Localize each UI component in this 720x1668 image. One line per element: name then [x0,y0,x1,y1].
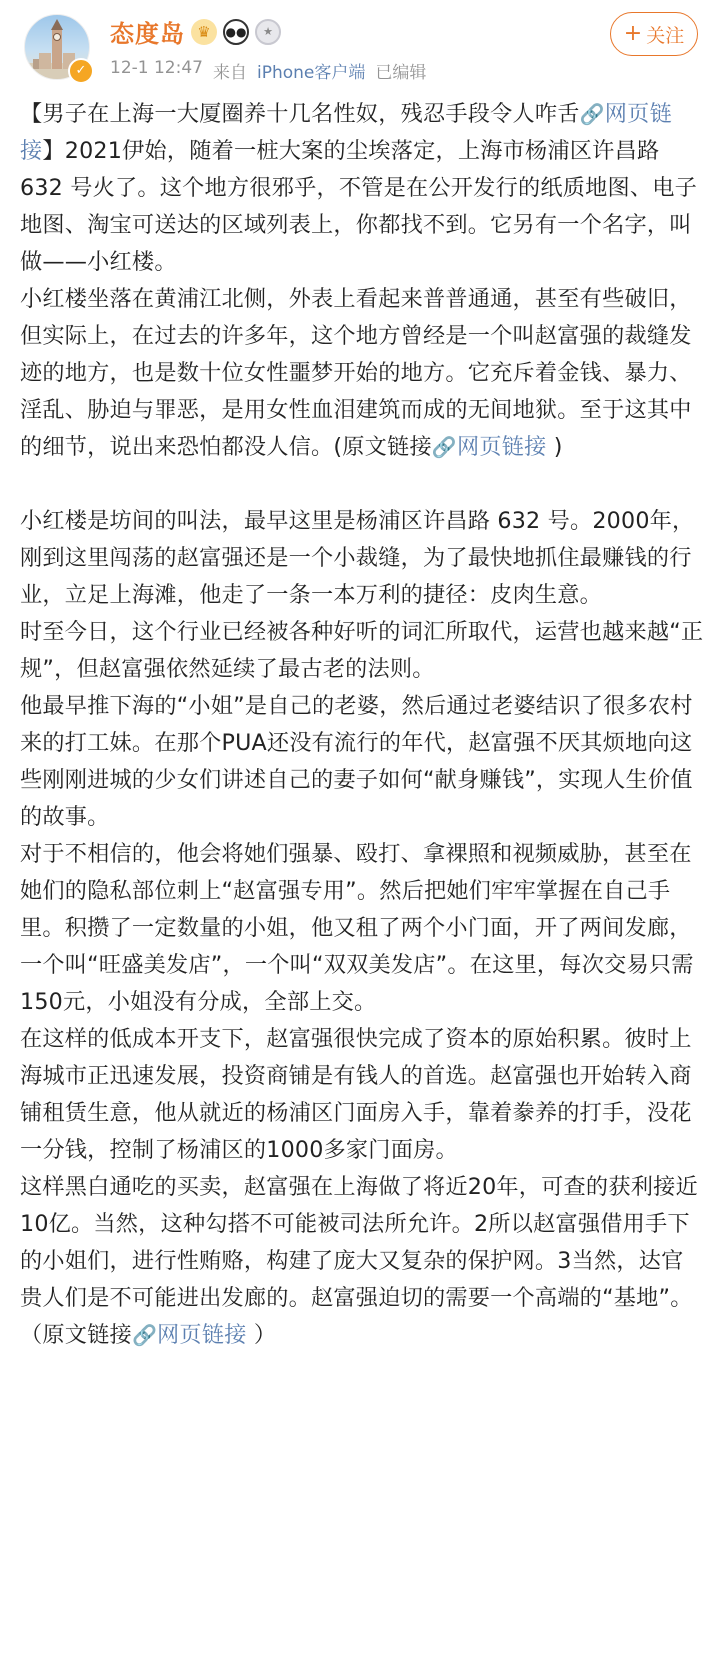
link-icon: 🔗 [131,1323,158,1347]
web-link[interactable]: 网页链接 [456,434,547,460]
paragraph-7: 在这样的低成本开支下，赵富强很快完成了资本的原始积累。彼时上海城市正迅速发展，投资商铺是有钱人的首选。赵富强也开始转入商铺租赁生意，他从就近的杨浦区门面房入手，靠着豢养的打手，没花一分钱，控制了杨浦区的1000多家门面房。 [20,1026,692,1163]
post-time: 12-1 12:47 [110,58,203,78]
post-source[interactable]: iPhone客户端 [256,63,366,83]
web-link[interactable]: 网页链接 [20,101,672,164]
follow-label: 关注 [646,24,685,47]
paragraph-2-text: 小红楼坐落在黄浦江北侧，外表上看起来普普通通，甚至有些破旧，但实际上，在过去的许多年，这个地方曾经是一个叫赵富强的裁缝发迹的地方，也是数十位女性噩梦开始的地方。它充斥着金钱、暴力、淫乱、胁迫与罪恶，是用女性血泪建筑而成的无间地狱。至于这其中的细节，说出来恐怕都没人信。(原文链接 [20,286,692,460]
username[interactable]: 态度岛 [110,20,185,48]
paragraph-9-text-2: ） [246,1322,277,1348]
paragraph-3: 小红楼是坊间的叫法，最早这里是杨浦区许昌路 632 号。2000年，刚到这里闯荡的赵富强还是一个小裁缝，为了最快地抓住最赚钱的行业，立足上海滩，他走了一条一本万利的捷径：皮肉生意。 [20,508,695,608]
paragraph-1-text: 【男子在上海一大厦圈养十几名性奴，残忍手段令人咋舌 [20,101,580,127]
post-source-prefix: 来自 [212,63,247,83]
paragraph-9-text: （原文链接 [20,1322,132,1348]
paragraph-8: 这样黑白通吃的买卖，赵富强在上海做了将近20年，可查的获利接近10亿。当然，这种勾搭不可能被司法所允许。2所以赵富强借用手下的小姐们，进行性贿赂，构建了庞大又复杂的保护网。3当然，达官贵人们是不可能进出发廊的。赵富强迫切的需要一个高端的“基地”。 [20,1174,698,1311]
paragraph-2-text-2: ) [546,434,563,460]
paragraph-9 [20,1317,704,1354]
panda-badge-icon[interactable]: ●● [223,19,249,45]
post-header [0,0,720,100]
follow-button[interactable] [610,12,698,56]
link-icon: 🔗 [431,435,457,459]
paragraph-5: 他最早推下海的“小姐”是自己的老婆，然后通过老婆结识了很多农村来的打工妹。在那个PUA还没有流行的年代，赵富强不厌其烦地向这些刚刚进城的少女们讲述自己的妻子如何“献身赚钱”，实现人生价值的故事。 [20,693,693,830]
link-icon: 🔗 [579,102,605,126]
crown-badge-icon[interactable]: ♛ [191,19,217,45]
verified-badge-icon: ✓ [68,58,94,84]
post-meta [110,58,436,83]
paragraph-1-text-2: 】2021伊始，随着一桩大案的尘埃落定，上海市杨浦区许昌路 632 号火了。这个地方很邪乎，不管是在公开发行的纸质地图、电子地图、淘宝可送达的区域列表上，你都找不到。它另有一个名字，叫做——小红楼。 [20,138,698,275]
web-link[interactable]: 网页链接 [157,1322,247,1348]
plus-icon: + [623,21,643,46]
medal-badge-icon[interactable]: ★ [255,19,281,45]
name-row [110,14,281,49]
edited-label[interactable]: 已编辑 [375,63,427,83]
paragraph-2 [20,281,704,466]
paragraph-4: 时至今日，这个行业已经被各种好听的词汇所取代，运营也越来越“正规”，但赵富强依然延续了最古老的法则。 [20,619,704,682]
paragraph-6: 对于不相信的，他会将她们强暴、殴打、拿裸照和视频威胁，甚至在她们的隐私部位刺上“赵富强专用”。然后把她们牢牢掌握在自己手里。积攒了一定数量的小姐，他又租了两个小门面，开了两间发廊，一个叫“旺盛美发店”，一个叫“双双美发店”。在这里，每次交易只需150元，小姐没有分成，全部上交。 [20,841,694,1015]
post-content [20,96,704,1354]
blank-line [20,466,704,503]
paragraph-1 [20,96,704,281]
